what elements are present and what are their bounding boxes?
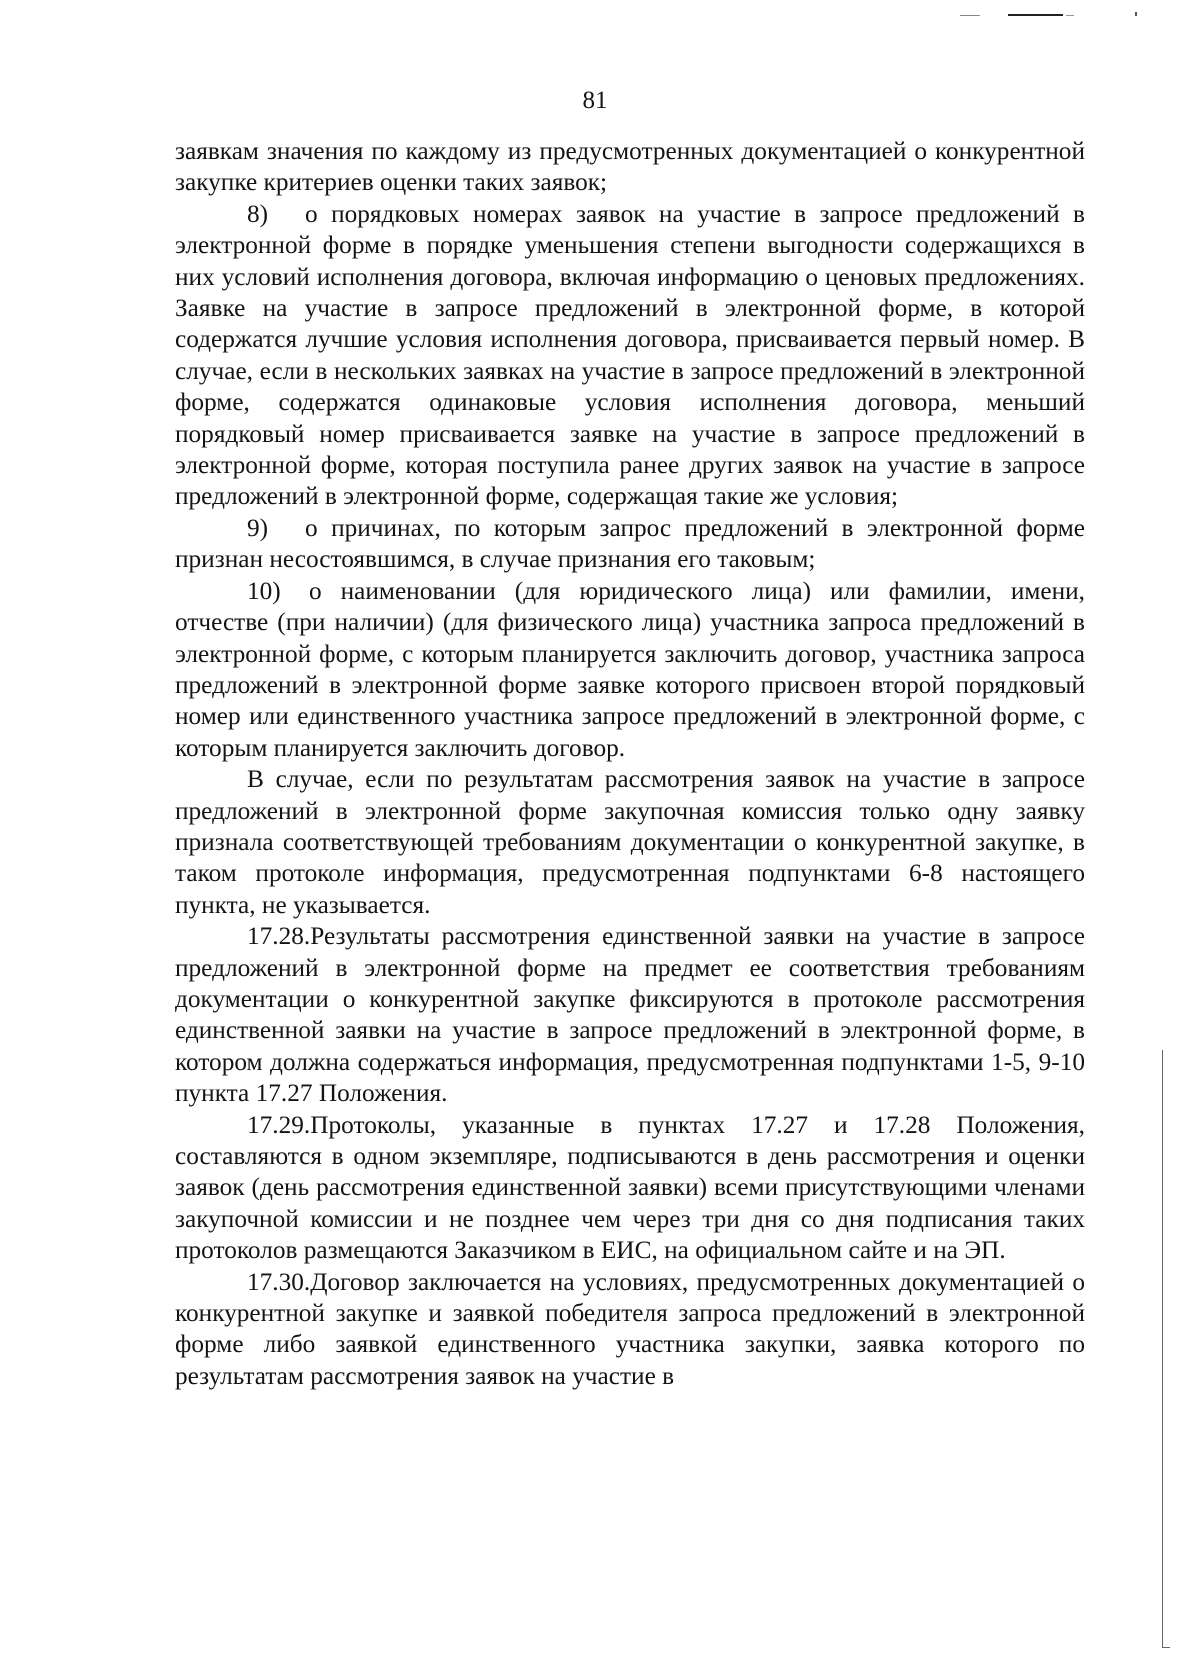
list-item-10 — [175, 576, 1085, 764]
scan-artifact — [960, 15, 980, 16]
scan-edge — [1162, 1050, 1163, 1648]
scan-artifact — [1135, 12, 1137, 16]
paragraph-text: В случае, если по результатам рассмотрения заявок на участие в запросе предложений в электронной форме закупочная комиссия только одну заявку признала соответствующей требованиям документации о конкурентной закупке, в таком протоколе информация, предусмотренная подпунктами 6-8 настоящего пункта, не указывается. — [175, 765, 1085, 919]
list-marker: 8) — [247, 199, 269, 228]
paragraph-text: 17.30.Договор заключается на условиях, предусмотренных документацией о конкурентной закупке и заявкой победителя запроса предложений в электронной форме либо заявкой единственного участника закупки, заявка которого по результатам рассмотрения заявок на участие в — [175, 1267, 1085, 1390]
clause-17-28 — [175, 921, 1085, 1109]
document-body — [175, 136, 1085, 1392]
clause-17-29 — [175, 1110, 1085, 1267]
paragraph-text: 17.28.Результаты рассмотрения единственной заявки на участие в запросе предложений в электронной форме на предмет ее соответствия требованиям документации о конкурентной закупке фиксируются в протоколе рассмотрения единственной заявки на участие в запросе предложений в электронной форме, в котором должна содержаться информация, предусмотренная подпунктами 1-5, 9-10 пункта 17.27 Положения. — [175, 922, 1085, 1108]
paragraph-text: о наименовании (для юридического лица) или фамилии, имени, отчестве (при наличии) (для физического лица) участника запроса предложений в электронной форме, с которым планируется заключить договор, участника запроса предложений в электронной форме заявке которого присвоен второй порядковый номер или единственного участника запросе предложений в электронной форме, с которым планируется заключить договор. — [175, 576, 1085, 762]
page-number: 81 — [582, 87, 608, 114]
scan-artifact — [1008, 14, 1063, 16]
paragraph-text: заявкам значения по каждому из предусмотренных документацией о конкурентной закупке критериев оценки таких заявок; — [175, 137, 1085, 197]
paragraph-text: 17.29.Протоколы, указанные в пунктах 17.27 и 17.28 Положения, составляются в одном экземпляре, подписываются в день рассмотрения и оценки заявок (день рассмотрения единственной заявки) всеми присутствующими членами закупочной комиссии и не позднее чем через три дня со дня подписания таких протоколов размещаются Заказчиком в ЕИС, на официальном сайте и на ЭП. — [175, 1110, 1085, 1265]
list-marker: 9) — [247, 513, 269, 542]
list-item-8 — [175, 199, 1085, 513]
paragraph-text: о порядковых номерах заявок на участие в запросе предложений в электронной форме в порядке уменьшения степени выгодности содержащихся в них условий исполнения договора, включая информацию о ценовых предложениях. Заявке на участие в запросе предложений в электронной форме, в которой содержатся лучшие условия исполнения договора, присваивается первый номер. В случае, если в нескольких заявках на участие в запросе предложений в электронной форме, содержатся одинаковые условия исполнения договора, меньший порядковый номер присваивается заявке на участие в запросе предложений в электронной форме, которая поступила ранее других заявок на участие в запросе предложений в электронной форме, содержащая такие же условия; — [175, 199, 1085, 511]
paragraph — [175, 764, 1085, 921]
list-marker: 10) — [247, 576, 281, 605]
scan-artifact — [1066, 15, 1074, 16]
scan-edge — [1162, 1647, 1170, 1648]
paragraph-continuation — [175, 136, 1085, 199]
list-item-9 — [175, 513, 1085, 576]
paragraph-text: о причинах, по которым запрос предложений в электронной форме признан несостоявшимся, в случае признания его таковым; — [175, 513, 1085, 574]
clause-17-30 — [175, 1267, 1085, 1393]
